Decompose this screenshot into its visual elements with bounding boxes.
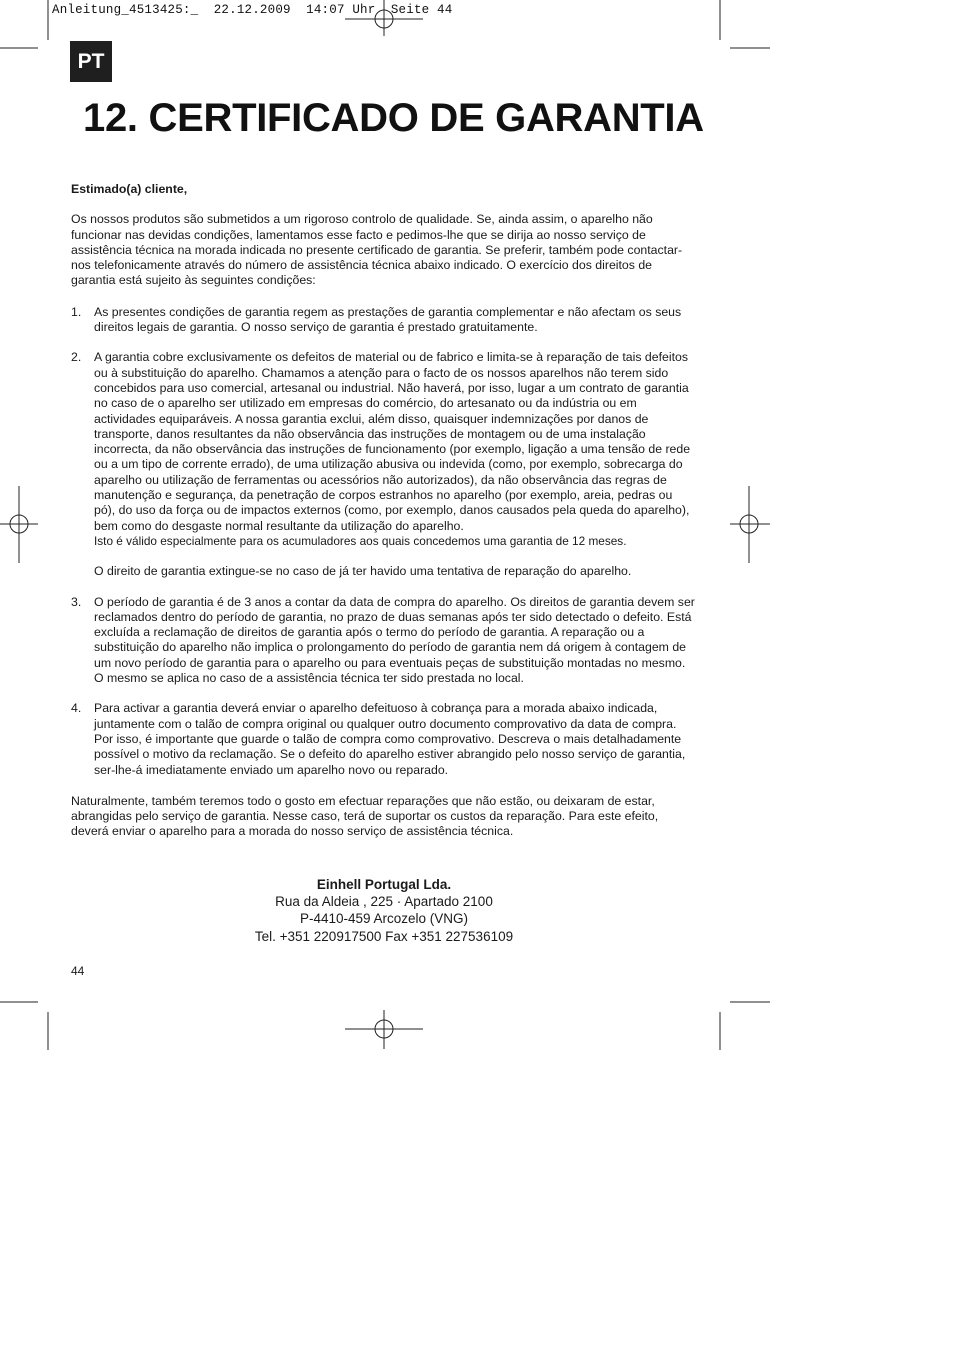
language-badge: PT xyxy=(70,41,112,82)
closing-paragraph: Naturalmente, também teremos todo o gosto em efectuar reparações que não estão, ou deixaram de estar, abrangidas pelo serviço de garantia. Nesse caso, terá de suportar os custos da reparação. Para este efeito, deverá enviar o aparelho para a morada do nosso serviço de assistência técnica. xyxy=(71,793,659,839)
address-phone: Tel. +351 220917500 Fax +351 227536109 xyxy=(254,928,514,944)
list-item xyxy=(71,701,696,777)
service-address xyxy=(170,876,598,945)
address-street: Rua da Aldeia , 225 · Apartado 2100 xyxy=(275,894,493,910)
battery-note: Isto é válido especialmente para os acumuladores aos quais concedemos uma garantia de 12 meses. xyxy=(94,533,627,548)
page-number: 44 xyxy=(71,964,85,978)
registration-mark-left xyxy=(0,486,38,563)
warranty-body xyxy=(71,182,696,840)
registration-mark-top xyxy=(345,0,423,36)
list-item-number: 1. xyxy=(71,304,82,319)
list-item-text: O período de garantia é de 3 anos a contar da data de compra do aparelho. Os direitos de garantia devem ser reclamados dentro do período de garantia, no prazo de duas semanas após ter sido detectado o defeito. Está excluída a reclamação de direitos de garantia após o termo do período de garantia. A reparação ou a substituição do aparelho não implica o prolongamento do período de garantia nem dá origem à contagem de um novo período de garantia para o aparelho ou para eventuais peças de substituição montadas no mesmo. O mesmo se aplica no caso de a assistência técnica ter sido prestada no local. xyxy=(94,594,695,686)
greeting: Estimado(a) cliente, xyxy=(71,182,188,196)
page-title: 12. CERTIFICADO DE GARANTIA xyxy=(83,96,704,140)
intro-paragraph: Os nossos produtos são submetidos a um rigoroso controlo de qualidade. Se, ainda assim, o aparelho não funcionar nas devidas condições, lamentamos esse facto e pedimos-lhe que se dirija ao nosso serviço de assistência técnica na morada indicada no presente certificado de garantia. Se preferir, também pode contactar-nos telefonicamente através do número de assistência técnica abaixo indicado. O exercício dos direitos de garantia está sujeito às seguintes condições: xyxy=(71,212,683,288)
list-item-text: As presentes condições de garantia regem as prestações de garantia complementar e não afectam os seus direitos legais de garantia. O nosso serviço de garantia é prestado gratuitamente. xyxy=(94,304,682,335)
print-header: Anleitung_4513425:_ 22.12.2009 14:07 Uhr Seite 44 xyxy=(52,3,453,17)
list-item-number: 3. xyxy=(71,594,82,609)
registration-mark-bottom xyxy=(345,1010,423,1049)
address-city: P-4410-459 Arcozelo (VNG) xyxy=(299,911,469,927)
list-item xyxy=(71,305,696,336)
list-item-text: Para activar a garantia deverá enviar o aparelho defeituoso à cobrança para a morada abaixo indicada, juntamente com o talão de compra original ou qualquer outro documento comprovativo da data de compra. Por isso, é importante que guarde o talão de compra como comprovativo. Descreva o mais detalhadamente possível o motivo da reclamação. Se o defeito do aparelho estiver abrangido pelo nosso serviço de garantia, ser-lhe-á imediatamente enviado um aparelho novo ou reparado. xyxy=(94,701,686,777)
list-item-number: 2. xyxy=(71,350,82,365)
list-item-text: A garantia cobre exclusivamente os defeitos de material ou de fabrico e limita-se à reparação de tais defeitos ou à substituição do aparelho. Chamamos a atenção para o facto de os nossos aparelhos não terem sido concebidos para uso comercial, artesanal ou industrial. Não haverá, por isso, lugar a um contrato de garantia no caso de o aparelho ser utilizado em empresas do comércio, do artesanato ou da indústria ou em actividades equiparáveis. A nossa garantia exclui, além disso, quaisquer indemnizações por danos de transporte, danos resultantes da não observância das instruções de montagem ou de uma instalação incorrecta, da não observância das instruções de funcionamento (por exemplo, ligação a uma tensão de rede ou a um tipo de corrente errado), de uma utilização abusiva ou indevida (como, por exemplo, sobrecarga do aparelho ou utilização de ferramentas ou acessórios não autorizados), da não observância das regras de manutenção e segurança, da penetração de corpos estranhos no aparelho (por exemplo, areia, pedras ou pó), do uso da força ou de impactos externos (como, por exemplo, danos causados pela queda do aparelho), bem como do desgaste normal resultante da utilização do aparelho. xyxy=(94,350,691,533)
registration-mark-right xyxy=(730,486,770,563)
list-item-number: 4. xyxy=(71,701,82,716)
list-item xyxy=(71,595,696,687)
list-item xyxy=(71,350,696,579)
company-name: Einhell Portugal Lda. xyxy=(316,877,452,892)
conditions-list xyxy=(71,305,696,778)
list-item-extra: O direito de garantia extingue-se no caso de já ter havido uma tentativa de reparação do aparelho. xyxy=(94,564,632,579)
